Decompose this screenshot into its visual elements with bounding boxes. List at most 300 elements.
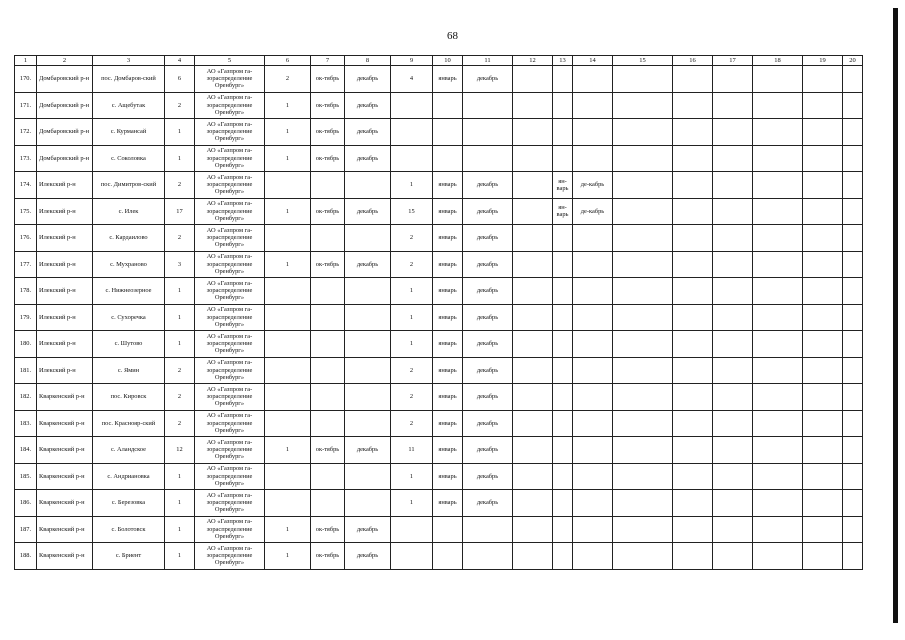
table-cell: декабрь <box>345 198 391 225</box>
table-cell: январь <box>433 490 463 517</box>
table-cell: 2 <box>391 384 433 411</box>
table-cell: Домбаровский р-н <box>37 119 93 146</box>
table-cell <box>573 463 613 490</box>
table-cell <box>613 437 673 464</box>
table-cell <box>613 145 673 172</box>
table-cell <box>673 410 713 437</box>
column-number: 11 <box>463 56 513 66</box>
table-cell: декабрь <box>463 490 513 517</box>
table-cell <box>573 357 613 384</box>
table-cell <box>553 304 573 331</box>
table-cell <box>345 278 391 305</box>
column-number: 1 <box>15 56 37 66</box>
table-cell: 186. <box>15 490 37 517</box>
table-cell: 2 <box>165 92 195 119</box>
table-cell <box>803 437 843 464</box>
table-cell: 3 <box>165 251 195 278</box>
table-cell: АО «Газпром га-зораспределение Оренбург» <box>195 490 265 517</box>
table-cell <box>843 331 863 358</box>
table-cell <box>803 225 843 252</box>
table-cell <box>613 251 673 278</box>
table-cell <box>803 490 843 517</box>
table-cell: 170. <box>15 66 37 93</box>
table-cell: 2 <box>391 410 433 437</box>
table-cell <box>345 384 391 411</box>
table-cell <box>513 543 553 570</box>
column-number: 20 <box>843 56 863 66</box>
table-cell <box>843 172 863 199</box>
table-cell <box>553 463 573 490</box>
table-cell: пос. Кировск <box>93 384 165 411</box>
table-cell: 1 <box>391 172 433 199</box>
table-cell: декабрь <box>463 410 513 437</box>
table-cell: 1 <box>165 331 195 358</box>
table-cell <box>713 463 753 490</box>
table-cell <box>843 278 863 305</box>
table-cell <box>753 516 803 543</box>
table-cell: январь <box>433 251 463 278</box>
table-cell <box>673 357 713 384</box>
table-cell: с. Андриановка <box>93 463 165 490</box>
table-cell: декабрь <box>463 172 513 199</box>
table-cell <box>463 516 513 543</box>
table-cell: 182. <box>15 384 37 411</box>
table-cell <box>463 145 513 172</box>
table-cell: 2 <box>391 225 433 252</box>
table-cell: с. Березовка <box>93 490 165 517</box>
table-cell <box>553 119 573 146</box>
table-cell <box>803 410 843 437</box>
table-cell <box>573 490 613 517</box>
table-cell: 1 <box>265 437 311 464</box>
column-number: 12 <box>513 56 553 66</box>
column-number: 8 <box>345 56 391 66</box>
scan-edge-bar <box>893 8 898 623</box>
table-cell <box>613 198 673 225</box>
table-cell: Домбаровский р-н <box>37 145 93 172</box>
table-cell <box>803 384 843 411</box>
table-cell: Илекский р-н <box>37 304 93 331</box>
table-cell: 1 <box>165 543 195 570</box>
table-cell: АО «Газпром га-зораспределение Оренбург» <box>195 225 265 252</box>
table-cell: Домбаровский р-н <box>37 92 93 119</box>
table-cell <box>713 357 753 384</box>
table-cell: 2 <box>165 384 195 411</box>
table-cell <box>513 145 553 172</box>
table-cell <box>311 463 345 490</box>
table-cell <box>673 516 713 543</box>
table-cell: 175. <box>15 198 37 225</box>
table-cell <box>553 92 573 119</box>
table-cell <box>713 251 753 278</box>
table-cell <box>513 410 553 437</box>
table-cell: январь <box>433 331 463 358</box>
table-cell: Илекский р-н <box>37 278 93 305</box>
table-cell <box>463 543 513 570</box>
table-cell <box>753 251 803 278</box>
table-cell: январь <box>433 304 463 331</box>
table-cell <box>803 66 843 93</box>
table-cell: 1 <box>391 278 433 305</box>
table-row <box>15 331 863 358</box>
table-cell <box>311 172 345 199</box>
table-cell <box>843 198 863 225</box>
table-cell <box>573 384 613 411</box>
table-cell: 1 <box>165 304 195 331</box>
table-row <box>15 172 863 199</box>
table-cell <box>573 251 613 278</box>
table-cell <box>803 304 843 331</box>
table-cell <box>713 304 753 331</box>
table-cell: 181. <box>15 357 37 384</box>
table-cell <box>553 331 573 358</box>
table-cell <box>803 278 843 305</box>
table-cell <box>613 331 673 358</box>
table-cell <box>613 278 673 305</box>
table-cell <box>713 278 753 305</box>
table-cell <box>573 516 613 543</box>
table-cell: АО «Газпром га-зораспределение Оренбург» <box>195 437 265 464</box>
table-cell <box>345 331 391 358</box>
table-cell <box>613 66 673 93</box>
table-cell: с. Ащебутак <box>93 92 165 119</box>
table-cell: 1 <box>165 490 195 517</box>
table-cell: январь <box>433 384 463 411</box>
table-cell: АО «Газпром га-зораспределение Оренбург» <box>195 278 265 305</box>
table-cell <box>753 437 803 464</box>
table-cell <box>265 410 311 437</box>
table-cell <box>513 119 553 146</box>
table-cell: пос. Краснояр-ский <box>93 410 165 437</box>
table-cell <box>311 225 345 252</box>
table-cell <box>513 251 553 278</box>
table-cell: Кваркенский р-н <box>37 437 93 464</box>
table-cell: декабрь <box>463 225 513 252</box>
table-cell <box>391 92 433 119</box>
table-cell <box>753 225 803 252</box>
table-cell: 179. <box>15 304 37 331</box>
table-row <box>15 543 863 570</box>
table-cell: с. Соколовка <box>93 145 165 172</box>
table-cell <box>673 66 713 93</box>
table-cell <box>265 172 311 199</box>
table-cell <box>753 66 803 93</box>
table-cell <box>345 410 391 437</box>
table-cell <box>673 119 713 146</box>
table-cell <box>311 331 345 358</box>
column-number: 7 <box>311 56 345 66</box>
table-cell <box>345 463 391 490</box>
table-row <box>15 198 863 225</box>
table-cell <box>753 145 803 172</box>
table-cell <box>513 357 553 384</box>
table-cell: Илекский р-н <box>37 172 93 199</box>
table-cell: Кваркенский р-н <box>37 490 93 517</box>
table-cell: АО «Газпром га-зораспределение Оренбург» <box>195 543 265 570</box>
table-cell: АО «Газпром га-зораспределение Оренбург» <box>195 357 265 384</box>
table-row <box>15 92 863 119</box>
table-cell <box>673 198 713 225</box>
table-cell <box>803 198 843 225</box>
table-cell <box>803 92 843 119</box>
column-number: 14 <box>573 56 613 66</box>
table-cell: 185. <box>15 463 37 490</box>
column-number: 5 <box>195 56 265 66</box>
table-cell: 187. <box>15 516 37 543</box>
table-cell: с. Илек <box>93 198 165 225</box>
table-cell <box>613 225 673 252</box>
table-cell <box>513 198 553 225</box>
table-cell: с. Кардаилово <box>93 225 165 252</box>
table-cell: ок-тябрь <box>311 437 345 464</box>
table-cell <box>713 119 753 146</box>
header-row <box>15 56 863 66</box>
table-cell <box>513 490 553 517</box>
table-cell <box>553 490 573 517</box>
table-cell: 188. <box>15 543 37 570</box>
table-cell: АО «Газпром га-зораспределение Оренбург» <box>195 92 265 119</box>
table-cell <box>673 251 713 278</box>
table-cell <box>673 278 713 305</box>
table-cell <box>553 516 573 543</box>
table-cell: ок-тябрь <box>311 198 345 225</box>
table-cell <box>311 357 345 384</box>
table-cell <box>265 278 311 305</box>
table-cell: АО «Газпром га-зораспределение Оренбург» <box>195 251 265 278</box>
table-cell <box>803 119 843 146</box>
table-cell <box>463 119 513 146</box>
column-number: 4 <box>165 56 195 66</box>
table-cell <box>513 92 553 119</box>
table-cell <box>713 145 753 172</box>
table-cell: декабрь <box>463 251 513 278</box>
table-cell: с. Болотовск <box>93 516 165 543</box>
table-cell: декабрь <box>463 437 513 464</box>
table-cell <box>843 119 863 146</box>
table-cell: 1 <box>391 490 433 517</box>
table-cell: декабрь <box>463 198 513 225</box>
table-cell: декабрь <box>463 278 513 305</box>
table-row <box>15 437 863 464</box>
table-cell <box>713 437 753 464</box>
table-cell <box>311 278 345 305</box>
table-cell <box>613 516 673 543</box>
table-cell <box>553 437 573 464</box>
table-cell: декабрь <box>463 357 513 384</box>
table-cell: ок-тябрь <box>311 543 345 570</box>
table-cell: январь <box>433 278 463 305</box>
table-cell <box>673 437 713 464</box>
table-cell <box>843 543 863 570</box>
table-cell <box>673 463 713 490</box>
table-cell: ок-тябрь <box>311 92 345 119</box>
table-cell: декабрь <box>463 331 513 358</box>
column-number: 15 <box>613 56 673 66</box>
table-cell: АО «Газпром га-зораспределение Оренбург» <box>195 172 265 199</box>
table-cell <box>553 145 573 172</box>
table-cell: Илекский р-н <box>37 198 93 225</box>
table-cell <box>753 172 803 199</box>
column-number: 2 <box>37 56 93 66</box>
table-cell <box>843 516 863 543</box>
table-cell <box>843 490 863 517</box>
table-cell <box>713 66 753 93</box>
table-cell <box>553 225 573 252</box>
table-cell: 2 <box>165 225 195 252</box>
table-cell: 1 <box>165 516 195 543</box>
table-row <box>15 225 863 252</box>
table-cell <box>843 357 863 384</box>
table-cell: декабрь <box>345 66 391 93</box>
table-row <box>15 119 863 146</box>
table-cell <box>673 92 713 119</box>
table-cell: ян-варь <box>553 172 573 199</box>
table-row <box>15 278 863 305</box>
table-cell <box>345 357 391 384</box>
table-cell <box>753 331 803 358</box>
table-cell <box>843 410 863 437</box>
table-cell <box>613 384 673 411</box>
table-cell <box>843 463 863 490</box>
table-cell: 1 <box>265 198 311 225</box>
table-cell <box>433 119 463 146</box>
table-cell <box>613 463 673 490</box>
table-cell <box>613 357 673 384</box>
table-cell <box>265 357 311 384</box>
table-cell: 1 <box>265 92 311 119</box>
table-cell: 1 <box>165 463 195 490</box>
table-cell: 172. <box>15 119 37 146</box>
table-cell: АО «Газпром га-зораспределение Оренбург» <box>195 410 265 437</box>
table-cell: пос. Домбаров-ский <box>93 66 165 93</box>
table-cell: АО «Газпром га-зораспределение Оренбург» <box>195 384 265 411</box>
table-cell <box>613 119 673 146</box>
table-cell: 2 <box>391 251 433 278</box>
table-row <box>15 145 863 172</box>
table-cell <box>753 357 803 384</box>
table-cell: 2 <box>165 357 195 384</box>
table-cell: с. Ямин <box>93 357 165 384</box>
table-cell <box>573 119 613 146</box>
table-cell <box>753 490 803 517</box>
table-cell <box>613 304 673 331</box>
table-cell <box>843 251 863 278</box>
table-cell <box>753 543 803 570</box>
table-cell: 17 <box>165 198 195 225</box>
table-cell <box>433 145 463 172</box>
table-cell <box>311 304 345 331</box>
table-cell <box>843 304 863 331</box>
table-cell: 1 <box>391 304 433 331</box>
table-cell: 178. <box>15 278 37 305</box>
table-cell <box>613 92 673 119</box>
column-number: 19 <box>803 56 843 66</box>
table-cell: Кваркенский р-н <box>37 463 93 490</box>
table-cell: де-кабрь <box>573 198 613 225</box>
table-cell <box>713 331 753 358</box>
table-cell <box>573 225 613 252</box>
table-cell <box>345 490 391 517</box>
table-cell <box>553 278 573 305</box>
table-cell <box>513 172 553 199</box>
table-cell <box>345 304 391 331</box>
table-cell <box>803 145 843 172</box>
table-row <box>15 463 863 490</box>
table-cell <box>843 92 863 119</box>
table-cell <box>753 463 803 490</box>
table-cell <box>391 516 433 543</box>
table-cell: 1 <box>265 251 311 278</box>
table-cell: ян-варь <box>553 198 573 225</box>
table-cell <box>265 225 311 252</box>
table-cell <box>553 251 573 278</box>
table-cell <box>713 172 753 199</box>
table-cell: декабрь <box>463 463 513 490</box>
column-number: 6 <box>265 56 311 66</box>
table-row <box>15 516 863 543</box>
table-cell <box>613 172 673 199</box>
table-cell: де-кабрь <box>573 172 613 199</box>
table-cell <box>311 490 345 517</box>
table-cell <box>573 278 613 305</box>
table-cell: 1 <box>165 145 195 172</box>
table-row <box>15 251 863 278</box>
table-cell <box>713 225 753 252</box>
table-cell: декабрь <box>345 119 391 146</box>
table-cell <box>433 92 463 119</box>
table-cell <box>311 410 345 437</box>
table-cell: 1 <box>265 119 311 146</box>
column-number: 10 <box>433 56 463 66</box>
table-cell: Илекский р-н <box>37 331 93 358</box>
table-cell: 173. <box>15 145 37 172</box>
table-cell: январь <box>433 225 463 252</box>
table-cell <box>843 145 863 172</box>
table-cell: декабрь <box>345 516 391 543</box>
table-cell: 1 <box>165 119 195 146</box>
table-cell <box>311 384 345 411</box>
table-cell <box>753 304 803 331</box>
table-cell <box>713 543 753 570</box>
table-cell <box>673 490 713 517</box>
page-number: 68 <box>447 30 458 42</box>
table-cell <box>843 225 863 252</box>
table-cell: 1 <box>165 278 195 305</box>
table-cell: 2 <box>165 410 195 437</box>
table-cell: с. Мухраново <box>93 251 165 278</box>
table-cell: 4 <box>391 66 433 93</box>
table-cell <box>513 66 553 93</box>
table-cell: АО «Газпром га-зораспределение Оренбург» <box>195 331 265 358</box>
table-cell: пос. Димитров-ский <box>93 172 165 199</box>
table-cell: Домбаровский р-н <box>37 66 93 93</box>
table-cell <box>345 225 391 252</box>
table-cell: АО «Газпром га-зораспределение Оренбург» <box>195 198 265 225</box>
table-cell: с. Аландское <box>93 437 165 464</box>
table-cell <box>673 145 713 172</box>
table-cell: АО «Газпром га-зораспределение Оренбург» <box>195 463 265 490</box>
table-cell: Кваркенский р-н <box>37 516 93 543</box>
table-row <box>15 490 863 517</box>
table-cell: декабрь <box>463 304 513 331</box>
table-cell: 1 <box>391 331 433 358</box>
table-cell: ок-тябрь <box>311 119 345 146</box>
table-cell: Кваркенский р-н <box>37 543 93 570</box>
table-cell: 1 <box>391 463 433 490</box>
table-cell <box>673 384 713 411</box>
table-cell <box>553 410 573 437</box>
column-number: 3 <box>93 56 165 66</box>
